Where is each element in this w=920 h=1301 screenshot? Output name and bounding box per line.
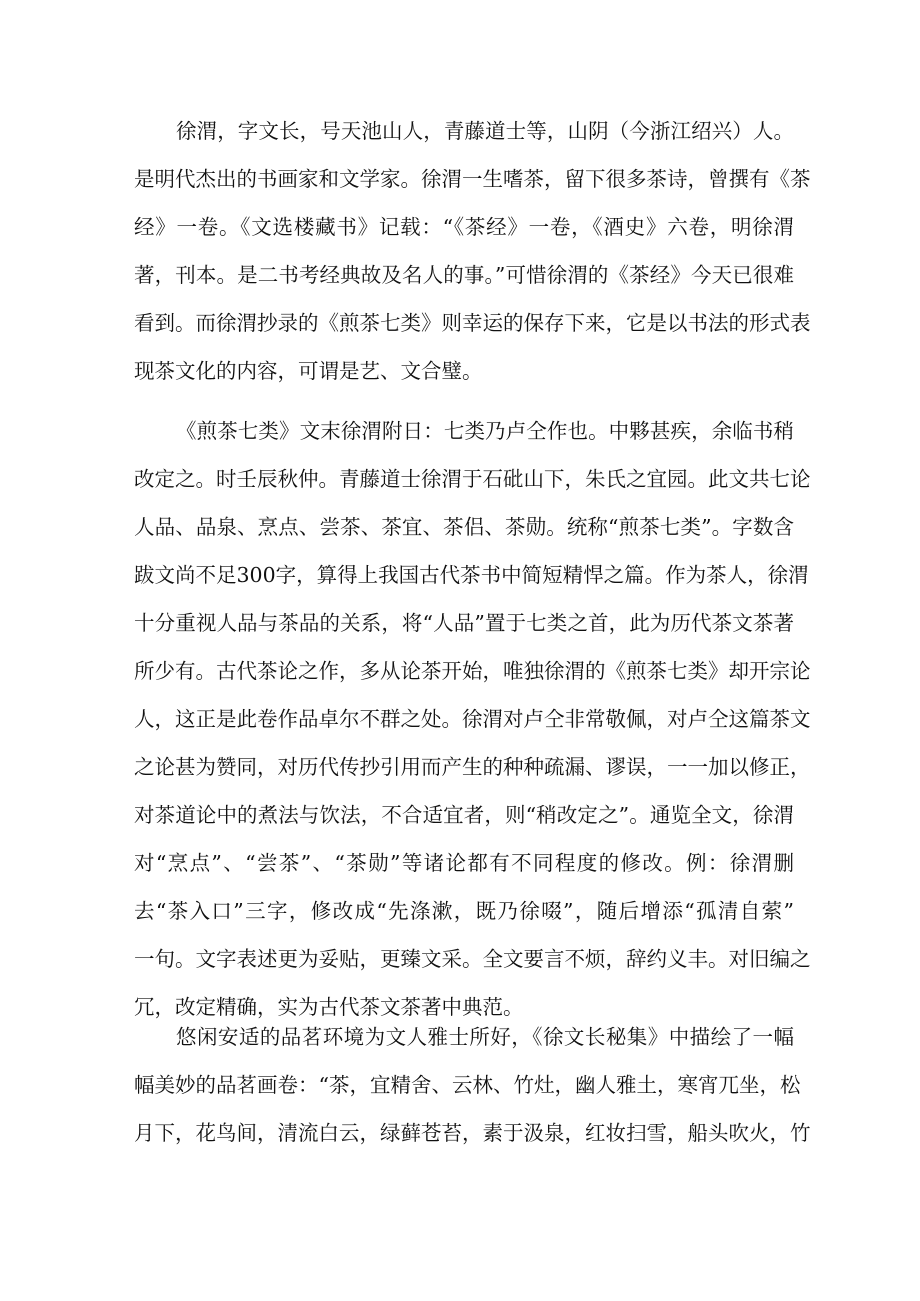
text-line: 徐渭，字文长，号天池山人，青藤道士等，山阴（今浙江绍兴）人。 [176, 119, 794, 143]
text-line: 现茶文化的内容，可谓是艺、文合璧。 [134, 359, 483, 383]
text-line: 经》一卷。《文选楼藏书》记载：“《茶经》一卷，《酒史》六卷，明徐渭 [134, 215, 794, 239]
text-line: 对茶道论中的煮法与饮法，不合适宜者，则“稍改定之”。通览全文，徐渭 [134, 803, 794, 827]
text-line: 看到。而徐渭抄录的《煎茶七类》则幸运的保存下来，它是以书法的形式表 [134, 311, 811, 335]
paragraph-xu-wei-intro [134, 107, 811, 395]
text-line: 是明代杰出的书画家和文学家。徐渭一生嗜茶，留下很多茶诗，曾撰有《茶 [134, 167, 811, 191]
text-line: 对“烹点”、“尝茶”、“茶勋”等诸论都有不同程度的修改。例：徐渭删 [134, 851, 794, 875]
text-line: 改定之。时壬辰秋仲。青藤道士徐渭于石砒山下，朱氏之宜园。此文共七论 [134, 467, 811, 491]
text-line: 悠闲安适的品茗环境为文人雅士所好，《徐文长秘集》中描绘了一幅 [176, 1025, 794, 1049]
text-line: 著，刊本。是二书考经典故及名人的事。”可惜徐渭的《茶经》今天已很难 [134, 263, 794, 287]
paragraph-tea-environment [134, 1013, 811, 1157]
text-line: 月下，花鸟间，清流白云，绿藓苍苔，素于汲泉，红妆扫雪，船头吹火，竹 [134, 1121, 811, 1145]
text-line: 人品、品泉、烹点、尝茶、茶宜、茶侣、茶勋。统称“煎茶七类”。字数含 [134, 515, 794, 539]
text-line: 冗，改定精确，实为古代茶文茶著中典范。 [134, 995, 524, 1019]
text-line: 去“茶入口”三字，修改成“先涤漱，既乃徐啜”，随后增添“孤清自萦” [134, 899, 794, 923]
text-line: 跋文尚不足300字，算得上我国古代茶书中简短精悍之篇。作为茶人，徐渭 [134, 563, 809, 587]
text-line: 十分重视人品与茶品的关系，将“人品”置于七类之首，此为历代茶文茶著 [134, 611, 794, 635]
paragraph-jian-cha-qi-lei [134, 407, 811, 1031]
text-line: 《煎茶七类》文末徐渭附日：七类乃卢仝作也。中夥甚疾，余临书稍 [176, 419, 794, 443]
text-line: 幅美妙的品茗画卷：“茶，宜精舍、云林、竹灶，幽人雅土，寒宵兀坐，松 [134, 1073, 801, 1097]
text-line: 人，这正是此卷作品卓尔不群之处。徐渭对卢仝非常敬佩，对卢仝这篇茶文 [134, 707, 811, 731]
text-line: 一句。文字表述更为妥贴，更臻文采。全文要言不烦，辞约义丰。对旧编之 [134, 947, 811, 971]
text-line: 所少有。古代茶论之作，多从论茶开始，唯独徐渭的《煎茶七类》却开宗论 [134, 659, 811, 683]
text-line: 之论甚为赞同，对历代传抄引用而产生的种种疏漏、谬误，一一加以修正， [134, 755, 811, 779]
